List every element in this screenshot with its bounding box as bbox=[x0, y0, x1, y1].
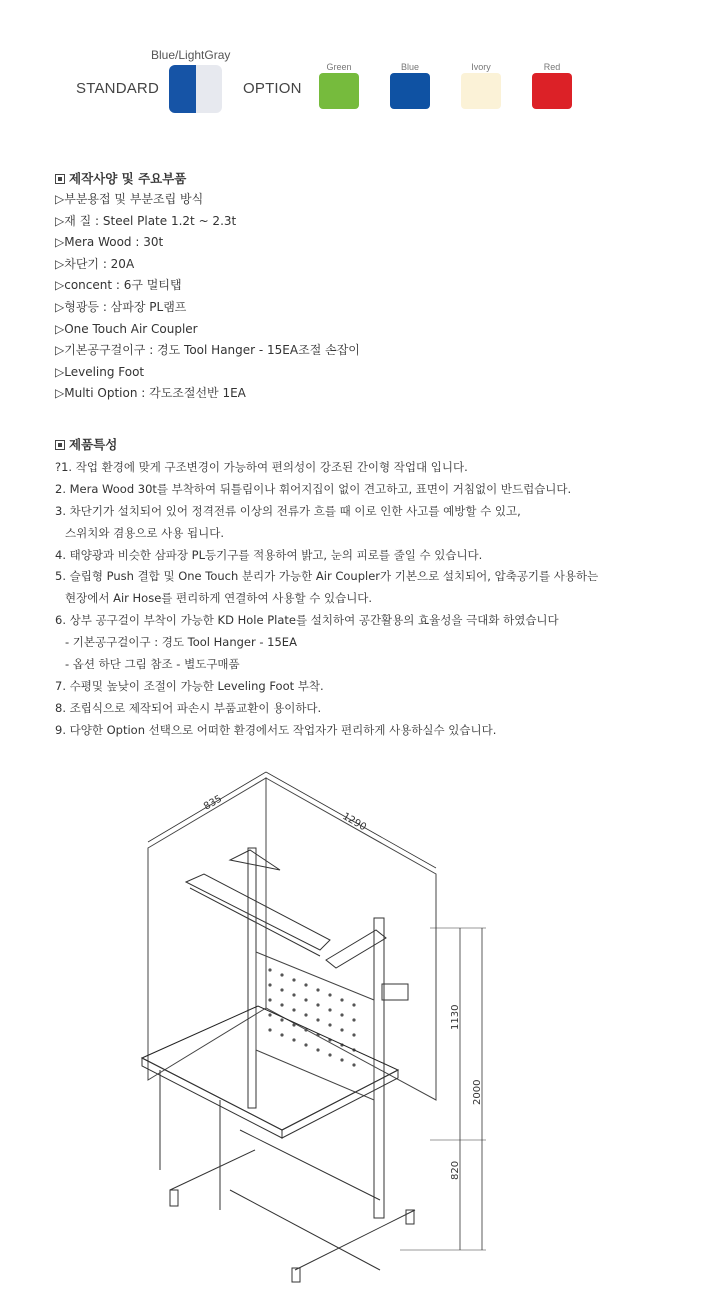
upright-right bbox=[374, 918, 384, 1218]
feature-item: 9. 다양한 Option 선택으로 어떠한 환경에서도 작업자가 편리하게 사용하실수 있습니다. bbox=[55, 722, 497, 737]
shelf-rail bbox=[190, 888, 320, 956]
feature-section bbox=[55, 434, 598, 742]
option-name-red: Red bbox=[543, 62, 561, 72]
tilt-shelf bbox=[326, 930, 386, 968]
standard-blue-half bbox=[169, 65, 196, 113]
spec-item: ▷Multi Option : 각도조절선반 1EA bbox=[55, 386, 246, 401]
table-edge-front bbox=[142, 1058, 282, 1138]
feature-item: 7. 수평및 높낮이 조절이 가능한 Leveling Foot 부착. bbox=[55, 678, 324, 693]
option-label: OPTION bbox=[243, 80, 302, 97]
table-top bbox=[142, 1006, 398, 1130]
table-edge-side bbox=[282, 1070, 398, 1138]
dim-total: 2000 bbox=[472, 1079, 483, 1105]
standard-lightgray-half bbox=[196, 65, 223, 113]
workbench-drawing bbox=[130, 770, 630, 1296]
standard-color-name: Blue/LightGray bbox=[151, 48, 231, 62]
feature-title: 제품특성 bbox=[55, 434, 598, 455]
feature-item: 현장에서 Air Hose를 편리하게 연결하여 사용할 수 있습니다. bbox=[65, 591, 373, 606]
base-bar bbox=[230, 1190, 380, 1270]
spec-item: ▷Leveling Foot bbox=[55, 364, 145, 379]
feature-item: 스위치와 겸용으로 사용 됩니다. bbox=[65, 525, 225, 540]
hole-pattern bbox=[268, 968, 355, 1066]
spec-item: ▷Mera Wood : 30t bbox=[55, 235, 164, 250]
square-bullet-icon bbox=[55, 440, 65, 450]
spec-title: 제작사양 및 주요부품 bbox=[55, 168, 360, 189]
base-bar bbox=[295, 1210, 415, 1270]
feature-item: 2. Mera Wood 30t를 부착하여 뒤틀림이나 휘어지집이 없이 견고하고, 표면이 거침없이 반드럽습니다. bbox=[55, 481, 572, 496]
spec-item: ▷형광등 : 삼파장 PL램프 bbox=[55, 299, 187, 314]
standard-label: STANDARD bbox=[76, 80, 159, 97]
spec-item: ▷One Touch Air Coupler bbox=[55, 321, 198, 336]
feature-item: 8. 조립식으로 제작되어 파손시 부품교환이 용이하다. bbox=[55, 700, 322, 715]
feature-item: 4. 태양광과 비슷한 삼파장 PL등기구를 적용하여 밝고, 눈의 피로를 줄일 수 있습니다. bbox=[55, 547, 483, 562]
option-name-green: Green bbox=[326, 62, 352, 72]
feature-item: 5. 슬립형 Push 결합 및 One Touch 분리가 가능한 Air Coupler가 기본으로 설치되어, 압축공기를 사용하는 bbox=[55, 569, 599, 584]
hole-plate bbox=[256, 952, 374, 1100]
spec-item: ▷차단기 : 20A bbox=[55, 256, 135, 271]
dim-width: 1290 bbox=[340, 811, 369, 834]
shelf-bracket bbox=[230, 850, 280, 870]
feature-item: - 기본공구걸이구 : 경도 Tool Hanger - 15EA bbox=[65, 635, 297, 650]
light-fixture bbox=[186, 874, 330, 950]
option-swatch-blue bbox=[390, 73, 430, 109]
foot-bar bbox=[170, 1150, 255, 1190]
option-name-blue: Blue bbox=[400, 62, 419, 72]
option-swatch-green bbox=[319, 73, 359, 109]
square-bullet-icon bbox=[55, 174, 65, 184]
option-name-ivory: Ivory bbox=[471, 62, 491, 72]
option-swatch-red bbox=[532, 73, 572, 109]
standard-color-swatch bbox=[169, 65, 222, 113]
spec-item: ▷기본공구걸이구 : 경도 Tool Hanger - 15EA조절 손잡이 bbox=[55, 343, 360, 358]
dim-table: 820 bbox=[450, 1160, 461, 1180]
spec-section bbox=[55, 168, 360, 405]
feature-item: 3. 차단기가 설치되어 있어 정격전류 이상의 전류가 흐를 때 이로 인한 사고를 예방할 수 있고, bbox=[55, 503, 521, 518]
feature-item: 6. 상부 공구걸이 부착이 가능한 KD Hole Plate를 설치하여 공간활용의 효율성을 극대화 하였습니다 bbox=[55, 613, 559, 628]
feature-item: ?1. 작업 환경에 맞게 구조변경이 가능하여 편의성이 강조된 간이형 작업대 입니다. bbox=[55, 460, 468, 474]
spec-item: ▷재 질 : Steel Plate 1.2t ~ 2.3t bbox=[55, 213, 237, 228]
leveling-foot bbox=[170, 1190, 178, 1206]
feature-item: - 옵션 하단 그림 참조 - 별도구매품 bbox=[65, 657, 240, 672]
breaker-box bbox=[382, 984, 408, 1000]
dim-depth: 835 bbox=[202, 793, 225, 813]
upright-left bbox=[248, 848, 256, 1108]
option-swatch-ivory bbox=[461, 73, 501, 109]
leveling-foot bbox=[292, 1268, 300, 1282]
spec-item: ▷concent : 6구 멀티탭 bbox=[55, 278, 182, 293]
spec-item: ▷부분용접 및 부분조립 방식 bbox=[55, 192, 204, 206]
dim-upper: 1130 bbox=[450, 1004, 461, 1030]
cross-bar bbox=[240, 1130, 380, 1200]
